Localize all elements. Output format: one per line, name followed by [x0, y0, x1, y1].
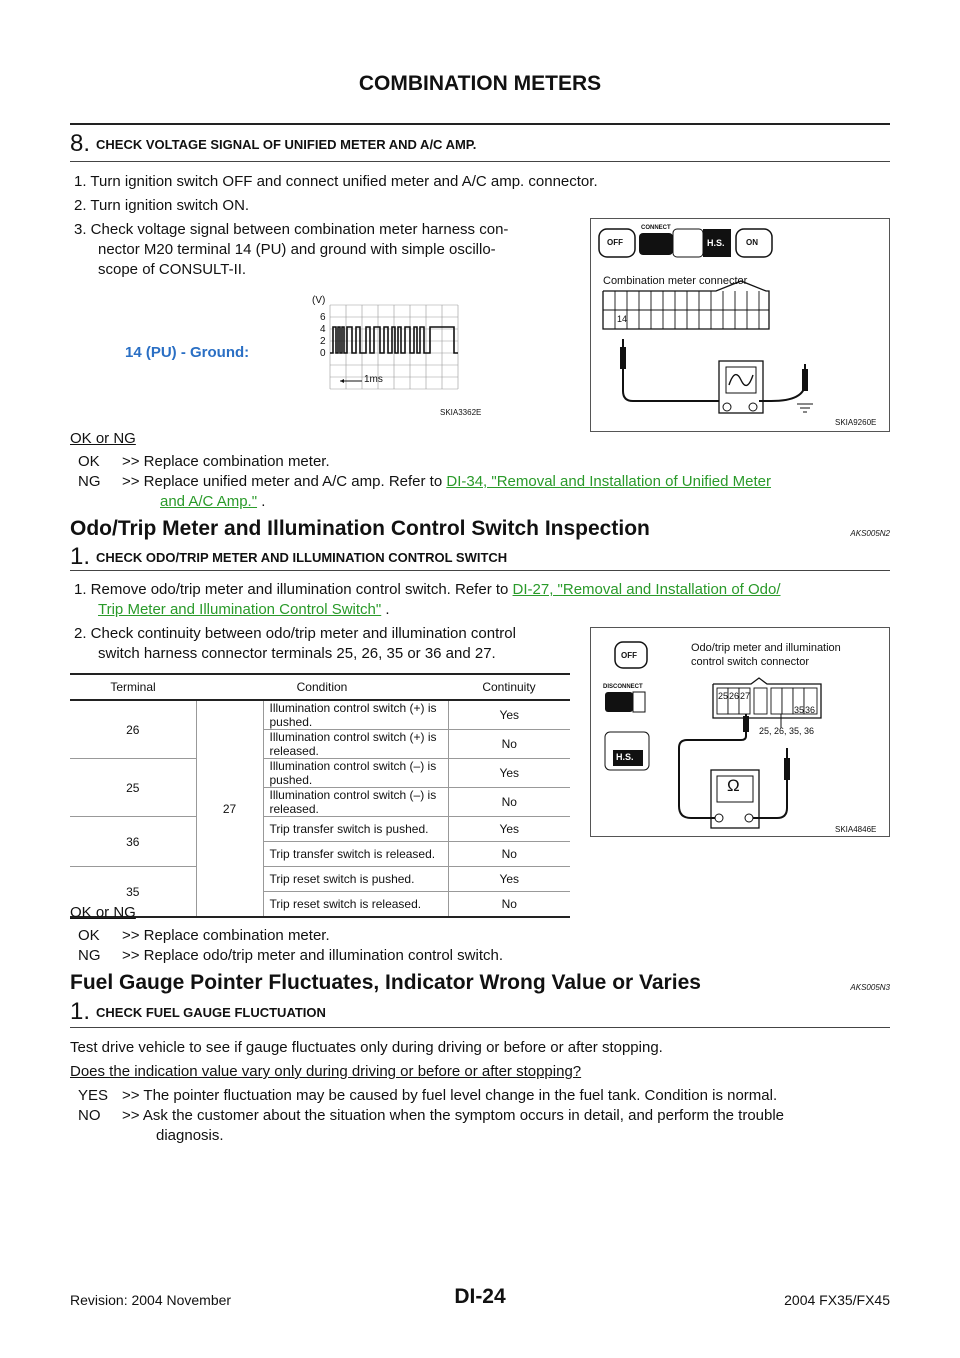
item1-end: . — [385, 601, 390, 618]
ref-link-di34-cont[interactable]: and A/C Amp." — [160, 493, 258, 510]
off-label: OFF — [621, 651, 637, 660]
step-8-heading — [70, 130, 476, 158]
step-heading-text: CHECK FUEL GAUGE FLUCTUATION — [96, 1005, 326, 1020]
ok-label: OK — [78, 927, 100, 944]
condition-cell: Illumination control switch (+) is released. — [263, 730, 448, 759]
scope-tick-4: 4 — [320, 324, 326, 335]
table-row — [70, 700, 570, 730]
condition-cell: Illumination control switch (–) is pushed. — [263, 759, 448, 788]
pin-26-label: 26 — [729, 691, 740, 701]
section2-item-1 — [74, 580, 890, 600]
off-label: OFF — [607, 238, 623, 247]
section3-step-heading — [70, 998, 326, 1026]
scope-figure-code: SKIA3362E — [440, 408, 482, 417]
step-number: 1. — [70, 998, 91, 1025]
footer-model: 2004 FX35/FX45 — [784, 1292, 890, 1308]
scope-tick-0: 0 — [320, 348, 326, 359]
step8-item-3-line1: 3. Check voltage signal between combination meter harness con- — [74, 221, 509, 238]
continuity-cell: No — [448, 892, 570, 918]
ng-result — [78, 946, 503, 966]
step8-item-2: 2. Turn ignition switch ON. — [74, 197, 250, 214]
step-rule — [70, 161, 890, 162]
condition-cell: Trip transfer switch is released. — [263, 842, 448, 867]
ok-label: OK — [78, 453, 100, 470]
step8-item-3-line2: nector M20 terminal 14 (PU) and ground with simple oscillo- — [98, 241, 496, 258]
step-rule — [70, 570, 890, 571]
section-title-fuel-gauge: Fuel Gauge Pointer Fluctuates, Indicator Wrong Value or Varies — [70, 971, 701, 994]
section3-question: Does the indication value vary only during driving or before or after stopping? — [70, 1063, 582, 1080]
connector-figure-code: SKIA9260E — [835, 418, 877, 427]
oscilloscope-graphic — [300, 295, 485, 420]
step-number: 8. — [70, 130, 91, 157]
pin-14-label: 14 — [617, 314, 628, 324]
odo-trip-connector-figure — [590, 627, 890, 837]
no-result — [78, 1106, 784, 1126]
pin-25-label: 25 — [718, 691, 729, 701]
scope-tick-6: 6 — [320, 312, 326, 323]
continuity-table — [70, 673, 570, 918]
continuity-cell: Yes — [448, 700, 570, 730]
odo-connector-title-2: control switch connector — [691, 656, 809, 668]
odo-connector-title-1: Odo/trip meter and illumination — [691, 642, 841, 654]
ng-label: NG — [78, 947, 101, 964]
scope-unit: (V) — [312, 295, 326, 306]
section3-text: Test drive vehicle to see if gauge fluctuates only during driving or before or after stopping. — [70, 1039, 663, 1056]
continuity-cell: No — [448, 788, 570, 817]
no-text: >> Ask the customer about the situation when the symptom occurs in detail, and perform the trouble — [122, 1107, 785, 1124]
step-rule — [70, 1027, 890, 1028]
yes-text: >> The pointer fluctuation may be caused by fuel level change in the fuel tank. Condition is normal. — [122, 1087, 778, 1104]
condition-cell: Trip transfer switch is pushed. — [263, 817, 448, 842]
footer-revision: Revision: 2004 November — [70, 1292, 232, 1308]
step8-item-1: 1. Turn ignition switch OFF and connect unified meter and A/C amp. connector. — [74, 173, 598, 190]
terminal-cell: 25 — [70, 759, 196, 817]
combination-meter-connector-figure — [590, 218, 890, 432]
probe-pins-label: 25, 26, 35, 36 — [759, 726, 815, 736]
header-continuity: Continuity — [448, 674, 570, 700]
table-row — [70, 817, 570, 842]
disconnect-label: DISCONNECT — [603, 684, 643, 690]
pin-35-label: 35 — [794, 705, 805, 715]
section2-step-heading — [70, 543, 507, 571]
condition-cell: Illumination control switch (+) is pushed. — [263, 700, 448, 730]
hs-label: H.S. — [707, 238, 725, 248]
ng-text: >> Replace odo/trip meter and illumination control switch. — [122, 947, 504, 964]
ok-result — [78, 452, 330, 472]
section2-item-1-cont — [98, 600, 390, 620]
continuity-cell: No — [448, 842, 570, 867]
condition-cell: Illumination control switch (–) is released. — [263, 788, 448, 817]
ng-text-end: . — [261, 493, 266, 510]
yes-result — [78, 1086, 777, 1106]
table-header-row — [70, 674, 570, 700]
terminal-cell: 36 — [70, 817, 196, 867]
ng-text: >> Replace unified meter and A/C amp. Refer to — [122, 473, 443, 490]
header-terminal: Terminal — [70, 674, 196, 700]
no-label: NO — [78, 1107, 101, 1124]
odo-figure-code: SKIA4846E — [835, 825, 877, 834]
on-label: ON — [746, 238, 758, 247]
section-code: AKS005N3 — [850, 983, 890, 992]
hs-label: H.S. — [616, 752, 634, 762]
terminal-cell: 26 — [70, 700, 196, 759]
ok-or-ng: OK or NG — [70, 904, 136, 921]
section-title-odo-trip: Odo/Trip Meter and Illumination Control Switch Inspection — [70, 517, 650, 540]
no-result-cont: diagnosis. — [156, 1127, 224, 1144]
ref-link-di34[interactable]: DI-34, "Removal and Installation of Unified Meter — [446, 473, 772, 490]
connect-label: CONNECT — [641, 225, 671, 231]
ok-or-ng: OK or NG — [70, 430, 136, 447]
section-code: AKS005N2 — [850, 529, 890, 538]
condition-cell: Trip reset switch is pushed. — [263, 867, 448, 892]
ref-link-di27[interactable]: DI-27, "Removal and Installation of Odo/ — [512, 581, 781, 598]
continuity-cell: No — [448, 730, 570, 759]
step-heading-text: CHECK VOLTAGE SIGNAL OF UNIFIED METER AND A/C AMP. — [96, 137, 477, 152]
header-condition: Condition — [196, 674, 448, 700]
scope-label: 14 (PU) - Ground: — [125, 344, 250, 361]
continuity-cell: Yes — [448, 817, 570, 842]
step-number: 1. — [70, 543, 91, 570]
ok-text: >> Replace combination meter. — [122, 927, 330, 944]
table-row — [70, 867, 570, 892]
continuity-cell: Yes — [448, 759, 570, 788]
ok-text: >> Replace combination meter. — [122, 453, 330, 470]
oscilloscope-figure — [300, 295, 485, 420]
header-rule — [70, 123, 890, 125]
item1-text: 1. Remove odo/trip meter and illumination control switch. Refer to — [74, 581, 509, 598]
continuity-cell: Yes — [448, 867, 570, 892]
ng-label: NG — [78, 473, 101, 490]
section2-item-2-line1: 2. Check continuity between odo/trip meter and illumination control — [74, 625, 516, 642]
scope-time-label: 1ms — [364, 374, 383, 385]
connector-diagram — [591, 219, 889, 431]
condition-cell: Trip reset switch is released. — [263, 892, 448, 918]
connector-title: Combination meter connector — [603, 275, 748, 287]
step8-item-3-line3: scope of CONSULT-II. — [98, 261, 247, 278]
ng-result — [78, 472, 888, 492]
terminal-cell: 35 — [70, 867, 196, 918]
ng-result-cont — [160, 492, 265, 512]
footer-page-code: DI-24 — [454, 1285, 506, 1308]
ref-link-di27-cont[interactable]: Trip Meter and Illumination Control Switch" — [98, 601, 382, 618]
table-row — [70, 759, 570, 788]
page-title: COMBINATION METERS — [358, 72, 602, 95]
ok-result — [78, 926, 330, 946]
yes-label: YES — [78, 1087, 109, 1104]
pin-27-label: 27 — [740, 691, 751, 701]
scope-tick-2: 2 — [320, 336, 326, 347]
section2-item-2-line2: switch harness connector terminals 25, 26, 35 or 36 and 27. — [98, 645, 496, 662]
ohm-icon: Ω — [727, 776, 740, 795]
pin-36-label: 36 — [805, 705, 816, 715]
step-heading-text: CHECK ODO/TRIP METER AND ILLUMINATION CONTROL SWITCH — [96, 550, 508, 565]
common-terminal-cell: 27 — [196, 700, 263, 917]
